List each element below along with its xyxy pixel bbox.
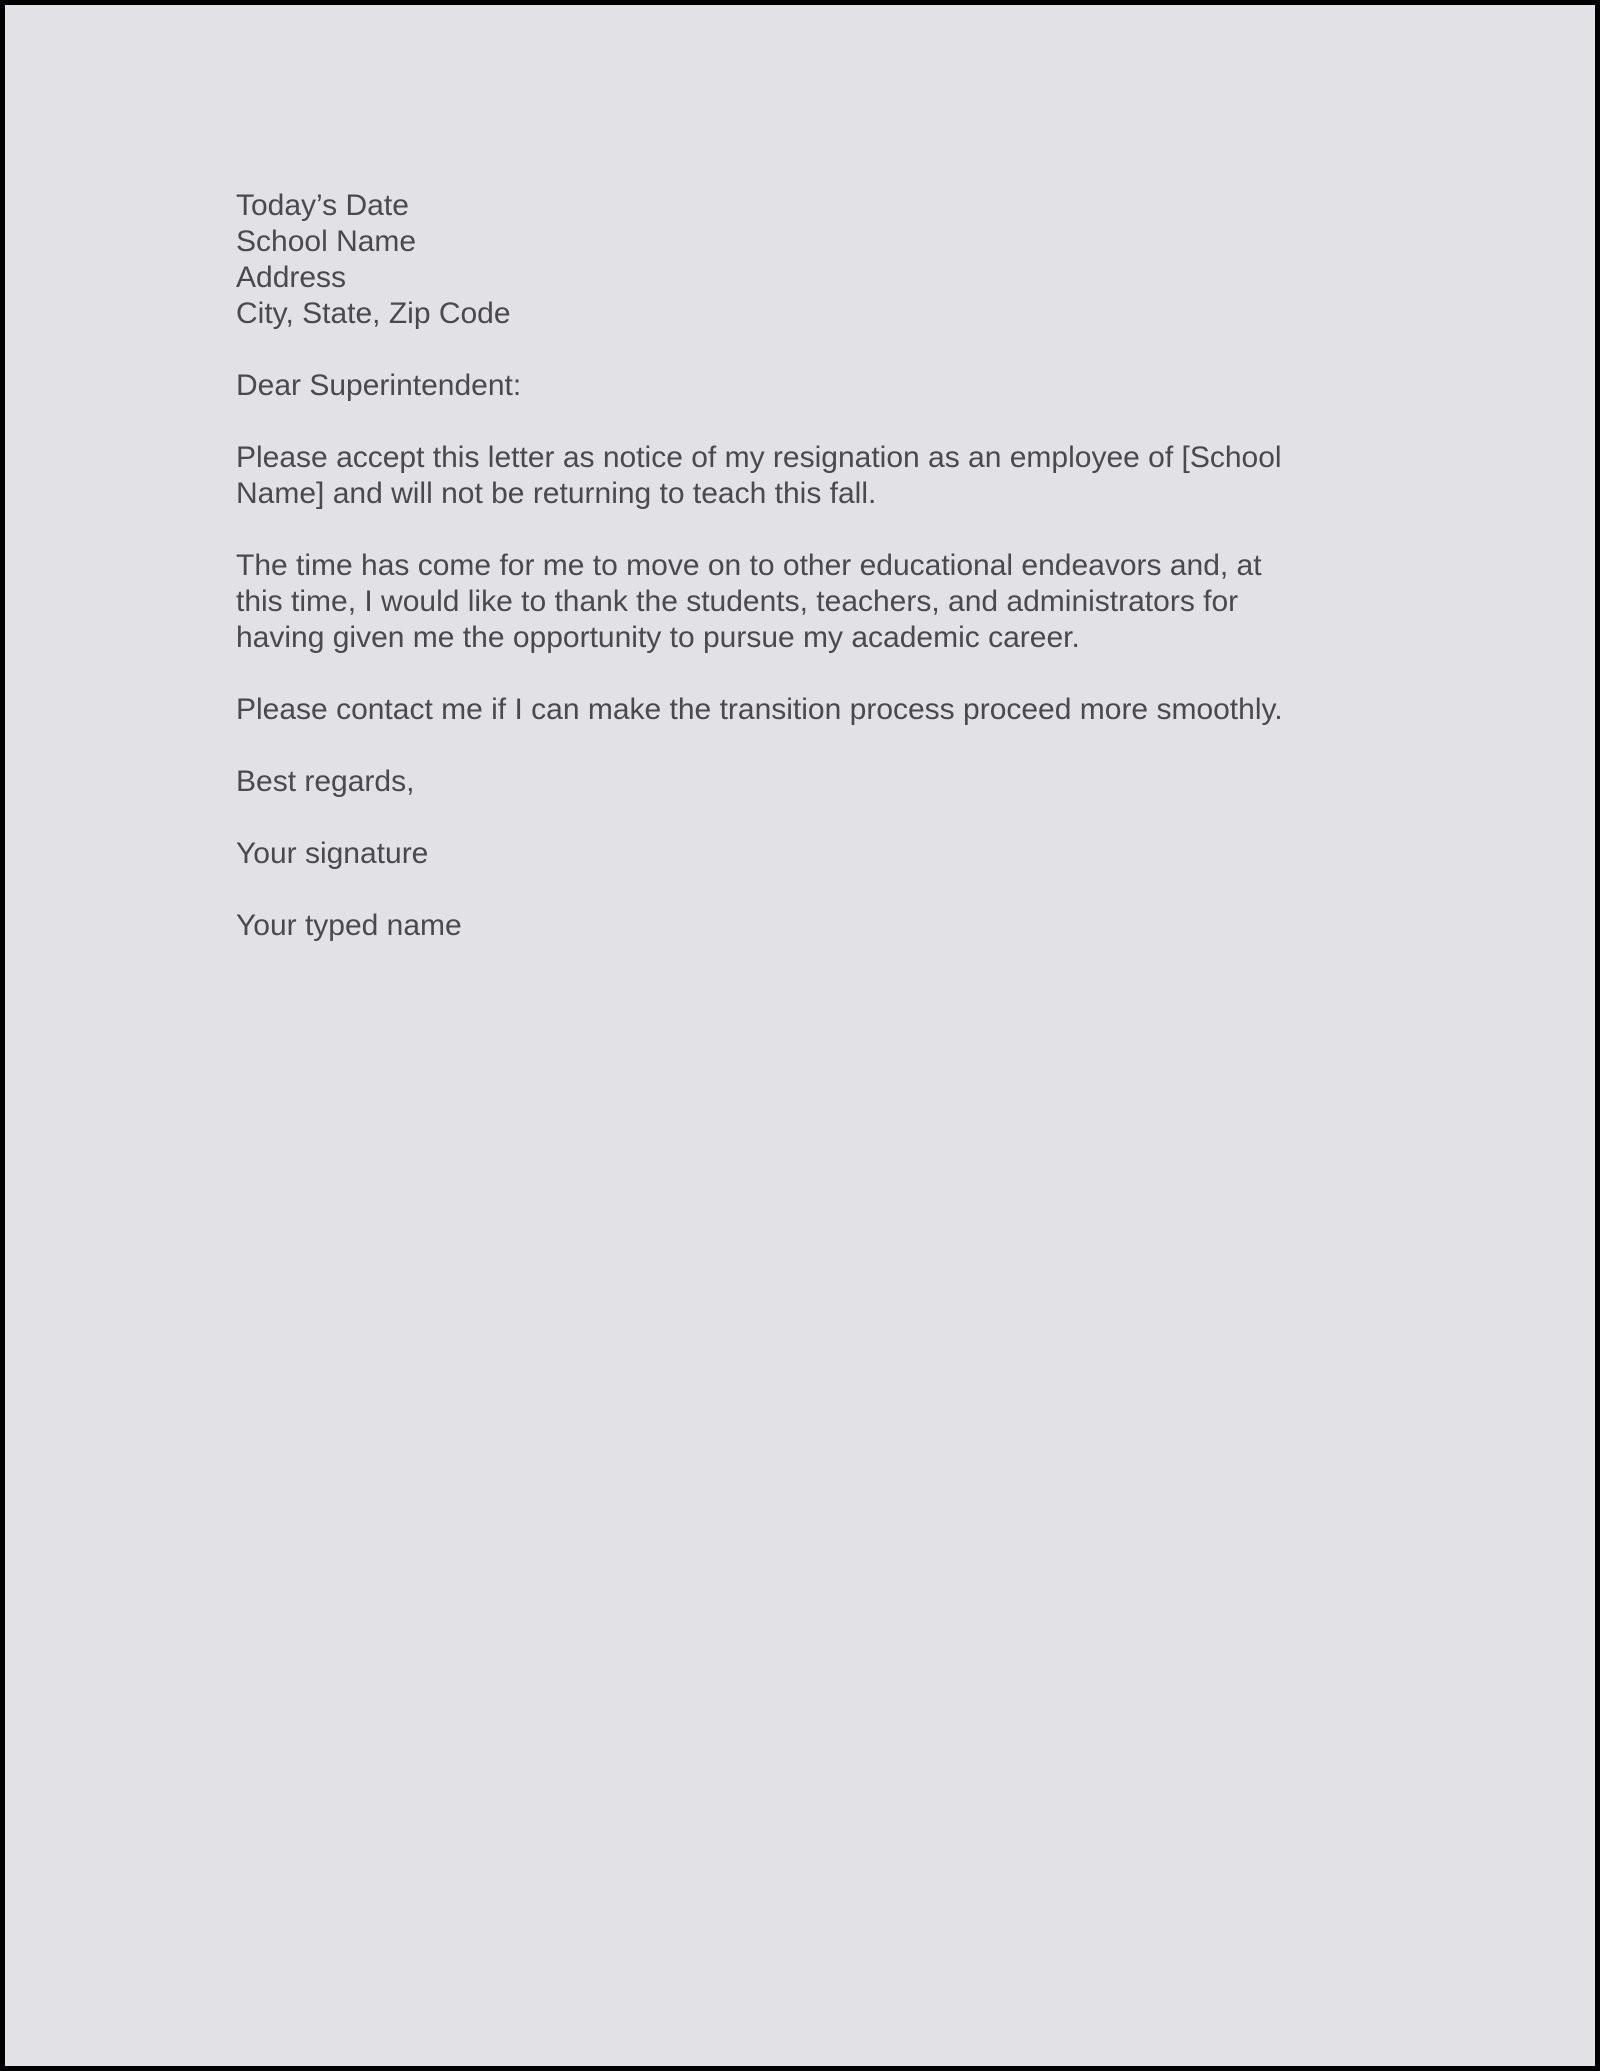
closing-text: Best regards, [236,765,415,798]
typed-name [236,908,1366,944]
paragraph-resignation [236,440,1366,512]
paragraph-line: Please contact me if I can make the transition process proceed more smoothly. [236,693,1283,726]
date-line: Today’s Date [236,189,409,222]
salutation [236,368,1366,404]
salutation-text: Dear Superintendent: [236,369,522,402]
paragraph-line: having given me the opportunity to pursue my academic career. [236,621,1080,654]
closing [236,764,1366,800]
school-name-line: School Name [236,225,417,258]
letter-body [236,188,1366,944]
paragraph-line: Name] and will not be returning to teach this fall. [236,477,877,510]
address-line: Address [236,261,347,294]
sender-address-block [236,188,1366,332]
letter-page [5,5,1595,2066]
paragraph-thanks [236,548,1366,656]
paragraph-line: The time has come for me to move on to other educational endeavors and, at [236,549,1262,582]
typed-name-text: Your typed name [236,909,462,942]
signature-text: Your signature [236,837,429,870]
city-state-zip-line: City, State, Zip Code [236,297,511,330]
paragraph-line: this time, I would like to thank the students, teachers, and administrators for [236,585,1239,618]
paragraph-line: Please accept this letter as notice of my resignation as an employee of [School [236,441,1282,474]
signature [236,836,1366,872]
paragraph-contact [236,692,1366,728]
